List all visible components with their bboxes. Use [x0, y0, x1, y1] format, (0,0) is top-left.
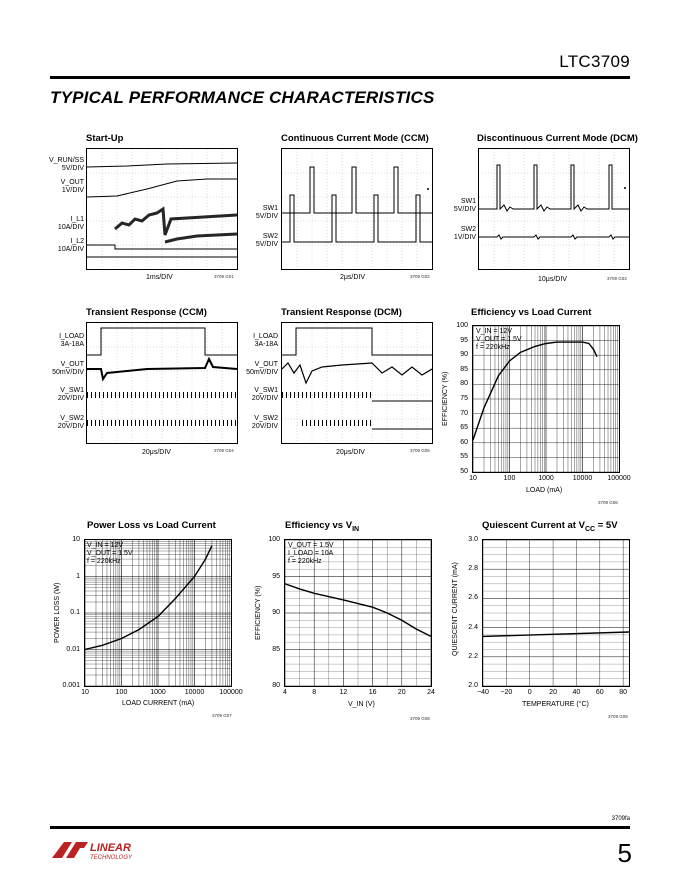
trans-ccm-label-vout: V_OUT 50mV/DIV [52, 361, 84, 376]
power-loss-code: 3709 G07 [212, 713, 232, 718]
iq-svg [483, 540, 629, 686]
iq_temp-ytick: 3.0 [468, 536, 478, 543]
trans-dcm-label-vsw2: V_SW2 20V/DIV [251, 415, 278, 430]
trans-ccm-title: Transient Response (CCM) [86, 307, 207, 318]
iq_temp-ytick: 2.0 [468, 682, 478, 689]
trans-ccm-label-vsw1: V_SW1 20V/DIV [57, 387, 84, 402]
trans-ccm-scope [86, 322, 238, 444]
power_loss-ytick: 0.1 [70, 609, 80, 616]
eff-load-legend: V_IN = 12V V_OUT = 1.5V f = 220kHz [476, 328, 522, 351]
eff_load-ytick: 85 [460, 365, 468, 373]
section-title: TYPICAL PERFORMANCE CHARACTERISTICS [50, 88, 435, 107]
trans-ccm-code: 3709 G04 [214, 448, 234, 453]
startup-timebase: 1ms/DIV [146, 274, 173, 281]
iq_temp-xtick: 20 [549, 689, 557, 696]
eff_load-ytick: 100 [456, 322, 468, 329]
eff_load-xtick: 100 [503, 475, 516, 482]
trans-ccm-label-iload: I_LOAD 3A-18A [59, 333, 84, 348]
eff-load-code: 3709 G06 [598, 500, 618, 505]
startup-code: 3709 G01 [214, 274, 234, 279]
eff_vin-ytick: 90 [272, 609, 280, 616]
power_loss-xtick: 1000 [150, 689, 166, 696]
iq-ylabel: QUIESCENT CURRENT (mA) [452, 562, 459, 656]
eff-load-ylabel: EFFICIENCY (%) [442, 371, 449, 426]
startup-scope [86, 148, 238, 270]
eff_load-ytick: 65 [460, 424, 468, 432]
eff_load-xtick: 100000 [607, 475, 631, 482]
trans-dcm-title: Transient Response (DCM) [281, 307, 402, 318]
iq_temp-xtick: 60 [595, 689, 604, 696]
dcm-scope [478, 148, 630, 270]
eff_vin-ytick: 95 [272, 572, 280, 580]
trans-dcm-label-iload: I_LOAD 3A-18A [253, 333, 278, 348]
power_loss-xtick: 10000 [184, 689, 205, 696]
iq-xlabel: TEMPERATURE (°C) [522, 701, 589, 708]
logo-text: LINEAR [90, 842, 131, 854]
trans-dcm-label-vsw1: V_SW1 20V/DIV [251, 387, 278, 402]
power-loss-ylabel: POWER LOSS (W) [54, 582, 61, 643]
ccm-timebase: 2μs/DIV [340, 274, 366, 281]
eff_load-ytick: 95 [460, 336, 468, 344]
eff-vin-xlabel: V_IN (V) [348, 701, 375, 708]
iq_temp-ytick: 2.4 [468, 623, 478, 631]
iq_temp-xtick: 0 [527, 689, 532, 696]
startup-label-il1: I_L1 10A/DIV [57, 216, 84, 231]
power_loss-xtick: 100 [115, 689, 128, 696]
eff-load-title: Efficiency vs Load Current [471, 307, 592, 318]
eff_load-ytick: 60 [460, 438, 468, 446]
eff_load-ytick: 80 [460, 380, 468, 388]
iq_temp-series-line [483, 632, 629, 636]
dcm-label-sw2: SW2 1V/DIV [453, 226, 476, 241]
eff-load-xlabel: LOAD (mA) [526, 487, 563, 494]
linear-logo [50, 838, 146, 867]
startup-waveforms [87, 149, 237, 269]
eff-vin-code: 3709 G08 [410, 716, 430, 721]
ccm-code: 3709 G02 [410, 274, 430, 279]
power_loss-xtick: 100000 [219, 689, 243, 696]
eff_vin-xtick: 8 [312, 689, 317, 696]
eff_vin-xtick: 12 [339, 689, 348, 696]
eff-vin-title: Efficiency vs $V_{IN}$ [285, 520, 360, 533]
power_loss-ytick: 10 [72, 536, 80, 543]
doc-code: 3709fa [611, 816, 630, 822]
trans-dcm-scope [281, 322, 433, 444]
dcm-waveforms [479, 149, 629, 269]
iq-code: 3709 G09 [608, 714, 628, 719]
eff-vin-legend: V_OUT = 1.5V I_LOAD = 10A f = 220kHz [288, 542, 334, 565]
dcm-timebase: 10μs/DIV [538, 276, 567, 283]
eff_load-ytick: 50 [460, 468, 468, 475]
eff_vin-ytick: 100 [268, 536, 280, 543]
eff_load-ytick: 90 [460, 351, 468, 359]
power_loss-xtick: 10 [81, 689, 89, 696]
dcm-label-sw1: SW1 5V/DIV [453, 198, 476, 213]
ccm-label-sw2: SW2 5V/DIV [255, 233, 278, 248]
part-number: LTC3709 [559, 52, 630, 71]
ccm-label-sw1: SW1 5V/DIV [255, 205, 278, 220]
power_loss-ytick: 0.01 [66, 645, 80, 653]
startup-label-vout: V_OUT 1V/DIV [60, 179, 84, 194]
trans-dcm-label-vout: V_OUT 50mV/DIV [246, 361, 278, 376]
eff_vin-xtick: 4 [283, 689, 287, 696]
trans-dcm-code: 3709 G05 [410, 448, 430, 453]
ccm-waveforms [282, 149, 432, 269]
eff_load-ytick: 55 [460, 453, 468, 461]
iq_temp-xtick: 80 [619, 689, 628, 696]
eff_load-ytick: 70 [460, 409, 468, 417]
iq-title: Quiescent Current at $V_{CC} = 5V$ [482, 520, 618, 533]
power-loss-xlabel: LOAD CURRENT (mA) [122, 700, 195, 707]
iq_temp-xtick: 40 [572, 689, 581, 696]
startup-label-il2: I_L2 10A/DIV [57, 238, 84, 253]
iq-plot [482, 539, 630, 687]
eff_load-xtick: 1000 [538, 475, 554, 482]
ccm-scope [281, 148, 433, 270]
eff_load-xtick: 10 [469, 475, 477, 482]
iq_temp-ytick: 2.2 [468, 652, 478, 660]
iq_temp-grid [483, 540, 629, 686]
eff_vin-xtick: 24 [427, 689, 435, 696]
trans-ccm-timebase: 20μs/DIV [142, 449, 171, 456]
eff-vin-ylabel: EFFICIENCY (%) [255, 585, 262, 640]
eff_load-xtick: 10000 [572, 475, 593, 482]
iq_temp-ytick: 2.6 [468, 594, 478, 602]
trans-ccm-waveforms [87, 323, 237, 443]
linear-logo-mark [50, 838, 146, 862]
ccm-title: Continuous Current Mode (CCM) [281, 133, 429, 144]
header-rule [50, 76, 630, 79]
eff_load-ytick: 75 [460, 395, 468, 402]
footer-rule [50, 826, 630, 829]
page-number: 5 [617, 838, 632, 868]
power_loss-ytick: 1 [76, 572, 80, 580]
dcm-code: 3709 G03 [607, 276, 627, 281]
startup-label-vrun: V_RUN/SS 5V/DIV [48, 157, 84, 172]
trans-dcm-waveforms [282, 323, 432, 443]
iq_temp-xtick: −20 [500, 689, 513, 696]
eff_vin-ytick: 80 [272, 682, 280, 689]
dcm-title: Discontinuous Current Mode (DCM) [477, 133, 638, 144]
logo-subtext: TECHNOLOGY [90, 855, 133, 861]
power-loss-legend: V_IN = 12V V_OUT = 1.5V f = 220kHz [87, 542, 133, 565]
startup-title: Start-Up [86, 133, 124, 144]
eff_vin-ytick: 85 [272, 645, 280, 653]
power-loss-title: Power Loss vs Load Current [87, 520, 216, 531]
iq_temp-ytick: 2.8 [468, 565, 478, 573]
eff_vin-xtick: 16 [368, 689, 377, 696]
iq_temp-xtick: −40 [477, 689, 489, 696]
trans-dcm-timebase: 20μs/DIV [336, 449, 365, 456]
eff_vin-xtick: 20 [397, 689, 406, 696]
trans-ccm-label-vsw2: V_SW2 20V/DIV [57, 415, 84, 430]
power_loss-ytick: 0.001 [62, 682, 80, 689]
